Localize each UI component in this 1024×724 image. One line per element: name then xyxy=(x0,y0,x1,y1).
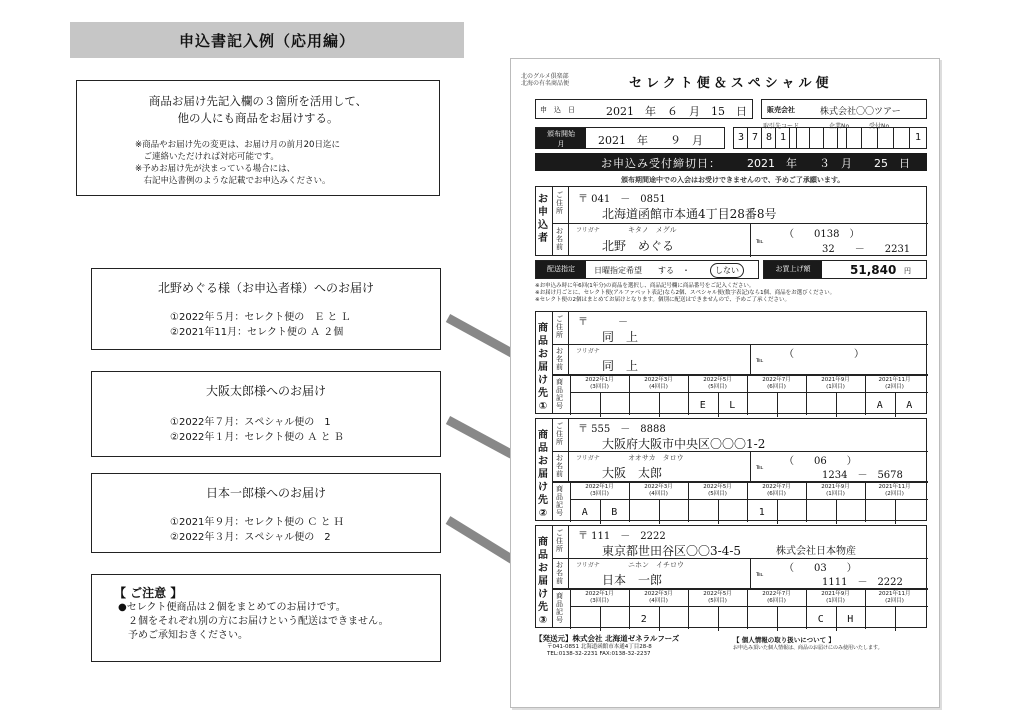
deadline-date: 2021 年 ３ 月 25 日 xyxy=(747,157,910,170)
product-code: H xyxy=(847,614,854,625)
product-code: B xyxy=(611,507,618,518)
start-month: 2021 年 ９ 月 xyxy=(598,134,703,147)
caution-box: 【 ご注意 】 ●セレクト便商品は２個をまとめてのお届けです。 ２個をそれぞれ別の方にお届けという配送はできません。 予めご承知おきください。 xyxy=(91,574,441,662)
product-code-row: 商 品 記 号 2022年1月 (3回目) 2022年3月 (4回目) 2 2022年5月 (5回目) 2022年7月 (6回目) 2021年9月 (1回目) C H 2021年11月 (2回目) xyxy=(552,588,928,629)
order-form: 北のグルメ倶楽部 北海の有名商品便 セレクト便＆スペシャル便 申 込 日 2021 年 ６ 月 15 日 販売会社 株式会社〇〇ツアー 取引先コード 企業No. 受付No. 頒布開始 月 2021 年 ９ 月 3 7 8 1 1 お申込み受付締切日： 2021 年 ３ 月 25 日 頒布期間途中での入会はお受けできませんので、予めご了承願います。 お 申 込 者 ご 住 所 〒 041 － 0851 北海道函館市本通4丁目28番8号 お 名 前 フリガナ キタノ メグル 北野 めぐる ℡ （ 0138 ） 32 － 2231 配送指定 日曜指定希望 する ・ しない お買上げ額 51,840 円 ※お申込み時に年6回(1年分)の商品を選択し、商品記号欄に商品番号をご記入ください。 ※お届け月ごとに、セレクト便(アルファベット表記)なら2個、スペシャル便(数字表記)なら1個、商品をお選びください。 ※セレクト便の2個はまとめてお届けとなります。個別に配送はできませんので、予めご了承ください。 商 品 お 届 け 先 ① ご 住 所 〒 － 同 上 お 名 前 フリガナ 同 上 ℡ （ ） 商 品 記 号 2022年1月 (3回目) 2022年3月 (4回目) 2022年5月 (5回目) E L 2022年7月 (6回目) 2021年9月 (1回目) 2021年11月 (2回目) A A 商 品 お 届 け 先 ② ご 住 所 〒 555 － 8888 大阪府大阪市中央区〇〇〇1-2 お 名 前 フリガナ オオサカ タロウ 大阪 太郎 ℡ （ 06 ） 1234 － 5678 商 品 記 号 2022年1月 (3回目) A B 2022年3月 (4回目) 2022年5月 (5回目) 2022年7月 (6回目) 1 2021年9月 (1回目) 2021年11月 (2回目) 商 品 お 届 け 先 ③ ご 住 所 〒 111 － 2222 東京都世田谷区〇〇3-4-5 株式会社日本物産 お 名 前 フリガナ ニホン イチロウ 日本 一郎 ℡ （ 03 ） 1111 － 2222 商 品 記 号 2022年1月 (3回目) 2022年3月 (4回目) 2 2022年5月 (5回目) 2022年7月 (6回目) 2021年9月 (1回目) C H 2021年11月 (2回目) 【発送元】株式会社 北海道ゼネラルフーズ 〒041-0851 北海道函館市本通4丁目28-8 TEL:0138-32-2231 FAX:0138-32-2237 【 個人情報の取り扱いについて 】 お申込み頂いた個人情報は、商品のお届けにのみ使用いたします。 xyxy=(510,58,940,708)
delivery-row: 配送指定 日曜指定希望 する ・ しない xyxy=(535,260,759,279)
product-code: A xyxy=(906,400,913,411)
start-month-row: 頒布開始 月 2021 年 ９ 月 xyxy=(535,127,725,149)
deadline-bar: お申込み受付締切日： 2021 年 ３ 月 25 日 xyxy=(535,153,927,171)
case-nihon: 日本一郎様へのお届け ①2021年９月：セレクト便の Ｃ と Ｈ ②2022年３月：スペシャル便の 2 xyxy=(91,473,441,553)
delivery-choice: しない xyxy=(710,263,744,278)
case-osaka: 大阪太郎様へのお届け ①2022年７月：スペシャル便の 1 ②2022年１月：セレクト便の Ａ と Ｂ xyxy=(91,371,441,457)
apply-date: 2021 年 ６ 月 15 日 xyxy=(606,105,747,118)
code-boxes: 3 7 8 1 1 xyxy=(733,127,927,149)
destination-name: 大阪 太郎 xyxy=(602,466,663,480)
total-amount: 51,840 xyxy=(850,263,897,277)
product-code: C xyxy=(817,614,824,625)
form-title: セレクト便＆スペシャル便 xyxy=(629,76,833,91)
destination-address: 大阪府大阪市中央区〇〇〇1-2 xyxy=(602,437,766,451)
applicant-block: お 申 込 者 ご 住 所 〒 041 － 0851 北海道函館市本通4丁目28番8号 お 名 前 フリガナ キタノ メグル 北野 めぐる ℡ （ 0138 ） 32 － 2231 xyxy=(535,186,927,256)
privacy-head: 【 個人情報の取り扱いについて 】 xyxy=(733,636,835,644)
sender-label: 【発送元】株式会社 北海道ゼネラルフーズ xyxy=(535,634,680,643)
product-code: A xyxy=(581,507,588,518)
seller-name: 株式会社〇〇ツアー xyxy=(820,107,901,117)
destination-block: 商 品 お 届 け 先 ① ご 住 所 〒 － 同 上 お 名 前 フリガナ 同 上 ℡ （ ） 商 品 記 号 2022年1月 (3回目) 2022年3月 (4回目) 2022年5月 (5回目) E L 2022年7月 (6回目) 2021年9月 (1回目) 2021年11月 (2回目) A A xyxy=(535,311,927,414)
form-notes: ※お申込み時に年6回(1年分)の商品を選択し、商品記号欄に商品番号をご記入ください。 ※お届け月ごとに、セレクト便(アルファベット表記)なら2個、スペシャル便(数字表記)なら1個、商品をお選びください。 ※セレクト便の2個はまとめてお届けとなります。個別に配送はできませんので、予めご了承ください。 xyxy=(535,283,836,303)
product-code: A xyxy=(876,400,883,411)
total-row: お買上げ額 51,840 円 xyxy=(763,260,927,279)
intro-main: 商品お届け先記入欄の３箇所を活用して、 他の人にも商品をお届けする。 xyxy=(148,94,368,125)
page-title: 申込書記入例（応用編） xyxy=(70,22,464,58)
product-code: 1 xyxy=(758,507,765,518)
product-code-row: 商 品 記 号 2022年1月 (3回目) A B 2022年3月 (4回目) 2022年5月 (5回目) 2022年7月 (6回目) 1 2021年9月 (1回目) 2021年11月 (2回目) xyxy=(552,481,928,522)
destination-address: 東京都世田谷区〇〇3-4-5 xyxy=(602,544,742,558)
product-code: E xyxy=(699,400,706,411)
destination-block: 商 品 お 届 け 先 ② ご 住 所 〒 555 － 8888 大阪府大阪市中央区〇〇〇1-2 お 名 前 フリガナ オオサカ タロウ 大阪 太郎 ℡ （ 06 ） 1234 － 5678 商 品 記 号 2022年1月 (3回目) A B 2022年3月 (4回目) 2022年5月 (5回目) 2022年7月 (6回目) 1 2021年9月 (1回目) 2021年11月 (2回目) xyxy=(535,418,927,521)
destination-name: 同 上 xyxy=(602,359,639,373)
applicant-name: 北野 めぐる xyxy=(602,239,675,253)
seller-row: 販売会社 株式会社〇〇ツアー xyxy=(761,99,927,119)
product-code: 2 xyxy=(640,614,647,625)
destination-address: 同 上 xyxy=(602,330,639,344)
privacy-text: お申込み頂いた個人情報は、商品のお届けにのみ使用いたします。 xyxy=(733,645,883,651)
destination-company: 株式会社日本物産 xyxy=(776,546,856,557)
apply-date-row: 申 込 日 2021 年 ６ 月 15 日 xyxy=(535,99,753,119)
destination-block: 商 品 お 届 け 先 ③ ご 住 所 〒 111 － 2222 東京都世田谷区〇〇3-4-5 株式会社日本物産 お 名 前 フリガナ ニホン イチロウ 日本 一郎 ℡ （ 03 ） 1111 － 2222 商 品 記 号 2022年1月 (3回目) 2022年3月 (4回目) 2 2022年5月 (5回目) 2022年7月 (6回目) 2021年9月 (1回目) C H 2021年11月 (2回目) xyxy=(535,525,927,628)
product-code-row: 商 品 記 号 2022年1月 (3回目) 2022年3月 (4回目) 2022年5月 (5回目) E L 2022年7月 (6回目) 2021年9月 (1回目) 2021年11月 (2回目) A A xyxy=(552,374,928,415)
form-brand: 北のグルメ倶楽部 北海の有名商品便 xyxy=(521,73,570,87)
case-kitano: 北野めぐる様（お申込者様）へのお届け ①2022年５月：セレクト便の Ｅ と Ｌ ②2021年11月：セレクト便の Ａ ２個 xyxy=(91,268,441,350)
product-code: L xyxy=(729,400,736,411)
applicant-address: 北海道函館市本通4丁目28番8号 xyxy=(602,207,777,221)
sender-info: 〒041-0851 北海道函館市本通4丁目28-8 TEL:0138-32-2231 FAX:0138-32-2237 xyxy=(547,644,652,657)
intro-notes: ※商品やお届け先の変更は、お届け月の前月20日迄に ご連絡いただければ対応可能です。 ※予めお届け先が決まっている場合には、 右記申込書例のような記載でお申込みください。 xyxy=(135,140,340,186)
destination-name: 日本 一郎 xyxy=(602,573,663,587)
